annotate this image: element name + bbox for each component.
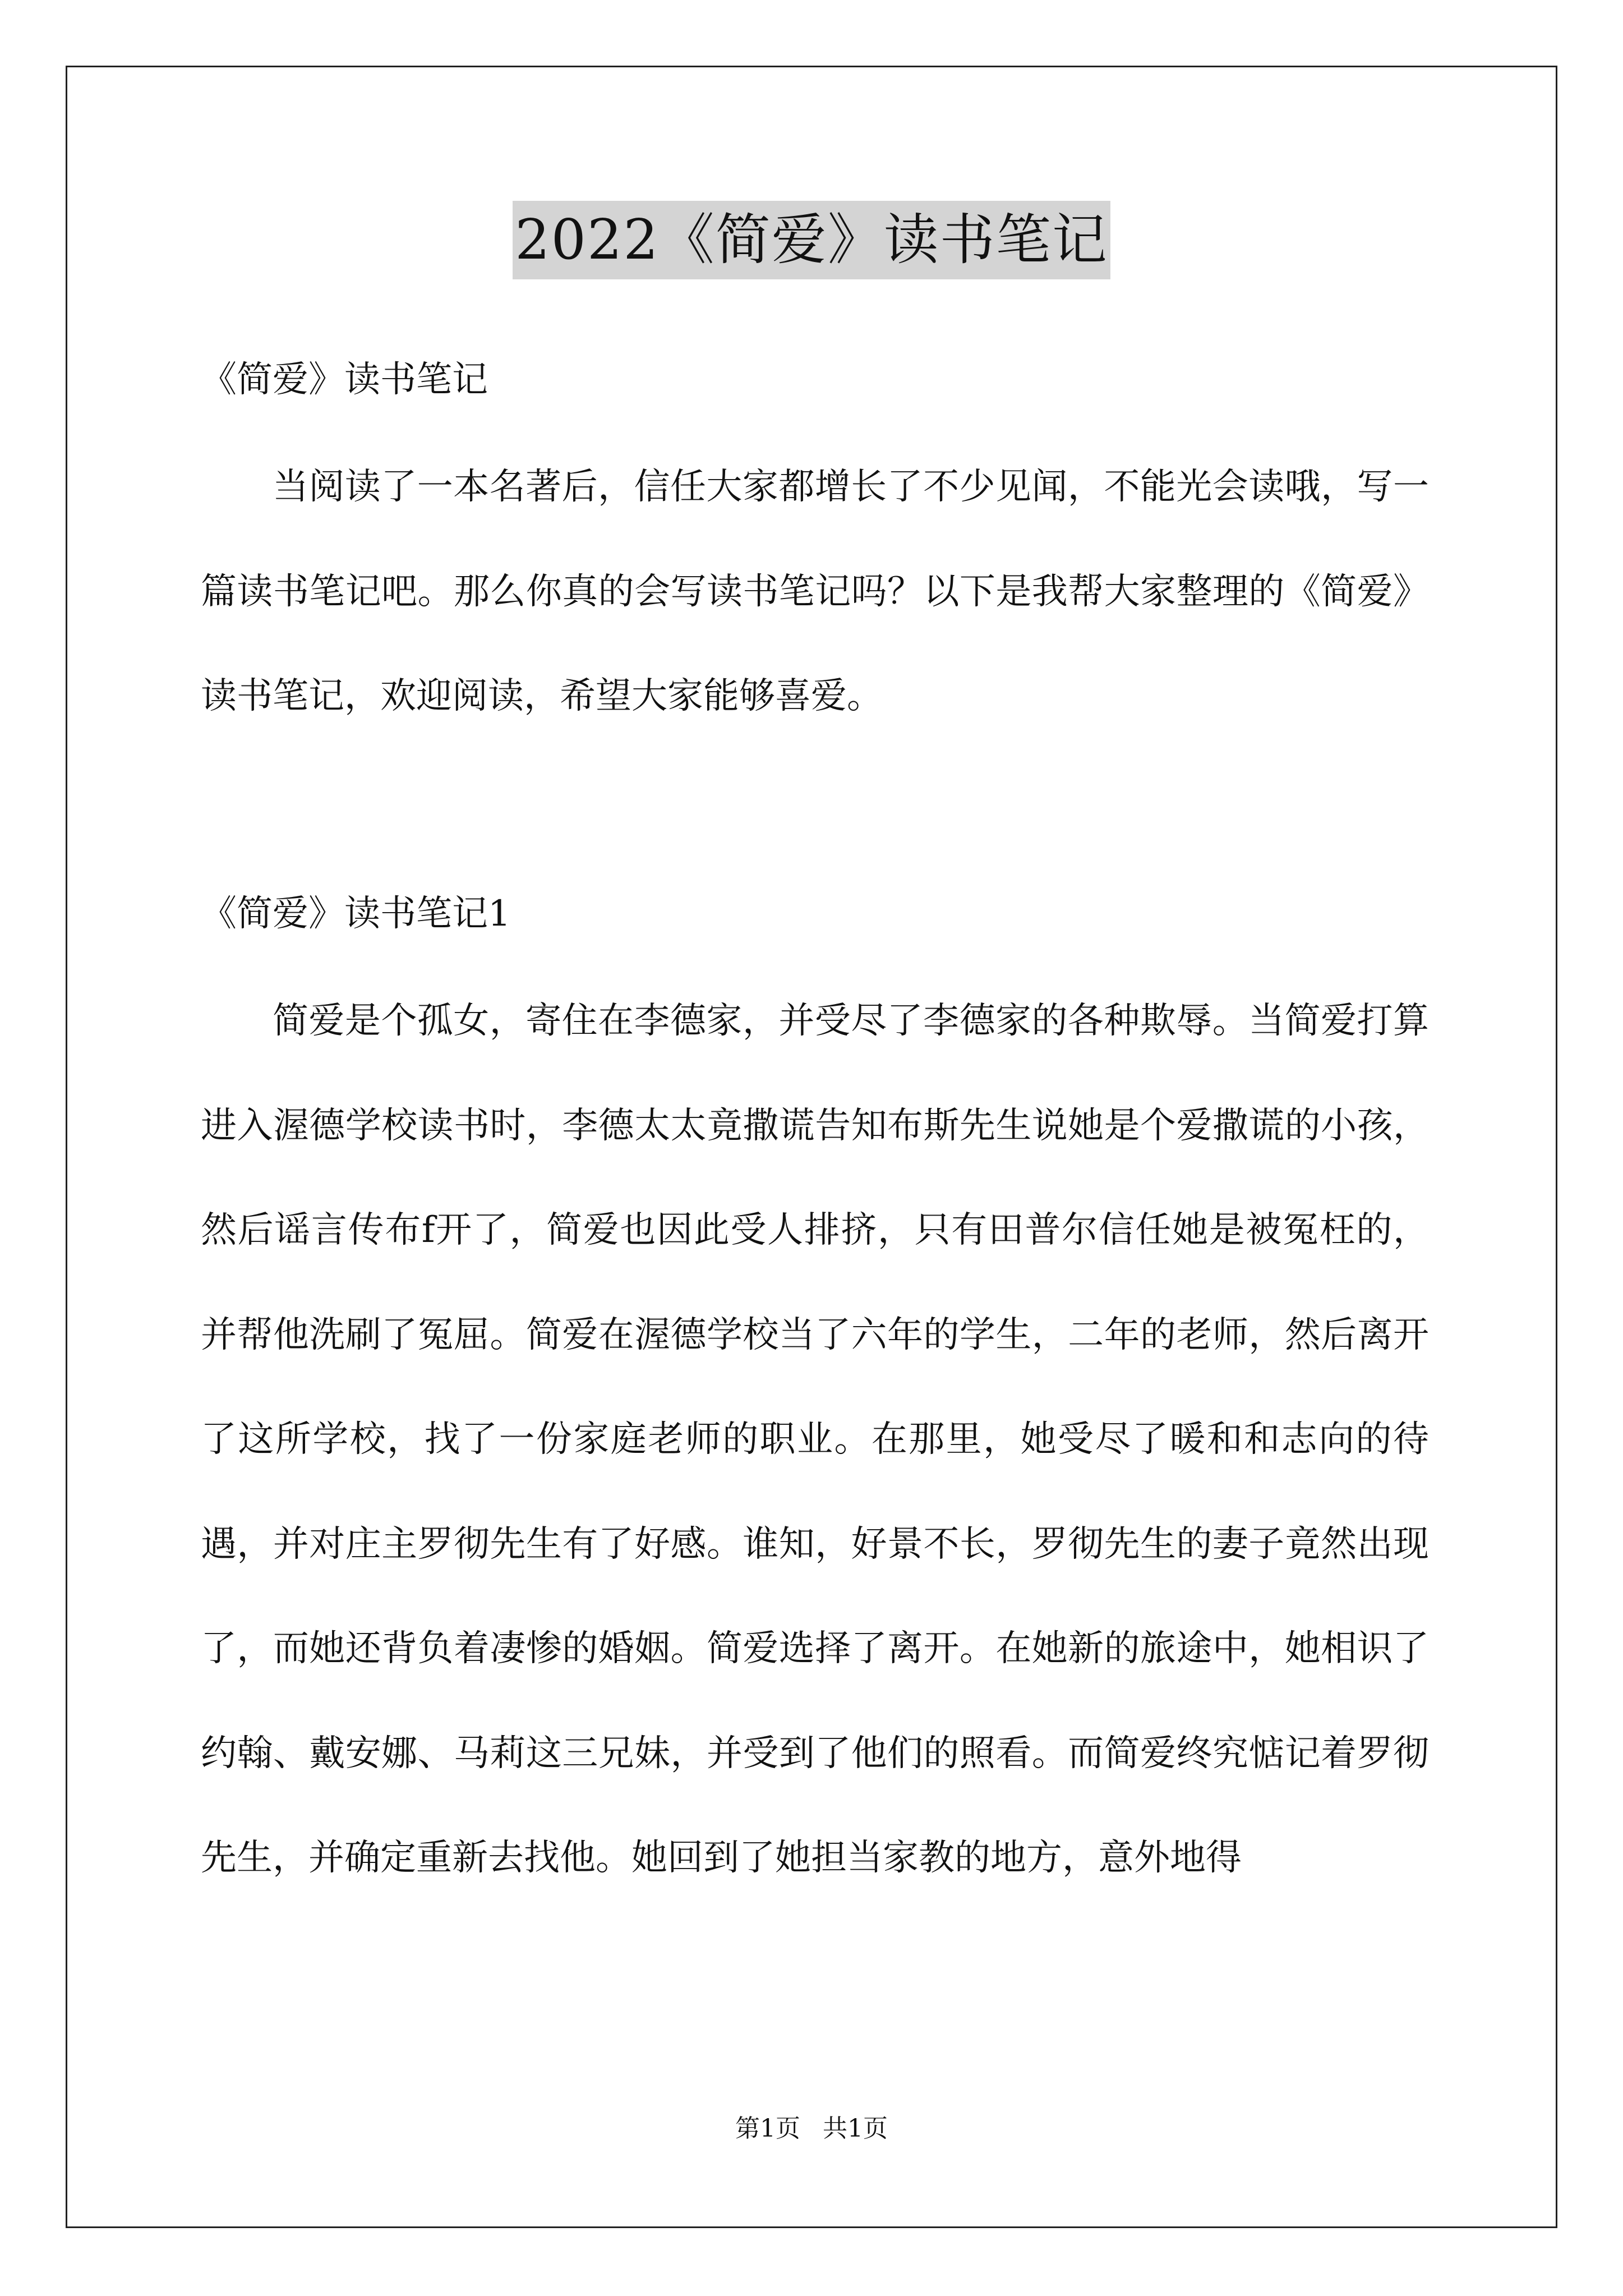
section-paragraph: 简爱是个孤女，寄住在李德家，并受尽了李德家的各种欺辱。当简爱打算进入渥德学校读书时，李德太太竟撒谎告知布斯先生说她是个爱撒谎的小孩，然后谣言传布f开了，简爱也因此受人排挤，只有田普尔信任她是被冤枉的，并帮他洗刷了冤屈。简爱在渥德学校当了六年的学生，二年的老师，然后离开了这所学校，找了一份家庭老师的职业。在那里，她受尽了暖和和志向的待遇，并对庄主罗彻先生有了好感。谁知，好景不长，罗彻先生的妻子竟然出现了，而她还背负着凄惨的婚姻。简爱选择了离开。在她新的旅途中，她相识了约翰、戴安娜、马莉这三兄妹，并受到了他们的照看。而简爱终究惦记着罗彻先生，并确定重新去找他。她回到了她担当家教的地方，意外地得: [201, 1000, 1429, 1879]
intro-paragraph: 当阅读了一本名著后，信任大家都增长了不少见闻，不能光会读哦，写一篇读书笔记吧。那么你真的会写读书笔记吗？以下是我帮大家整理的《简爱》读书笔记，欢迎阅读，希望大家能够喜爱。: [201, 466, 1429, 717]
document-title: 2022《简爱》读书笔记: [513, 201, 1110, 279]
page-total: 共1页: [823, 2114, 888, 2143]
page-number: 第1页: [735, 2114, 800, 2143]
section-heading: 《简爱》读书笔记1: [201, 893, 511, 935]
page-footer: [0, 2112, 1623, 2146]
title-container: [0, 201, 1623, 279]
main-heading: 《简爱》读书笔记: [201, 359, 488, 401]
